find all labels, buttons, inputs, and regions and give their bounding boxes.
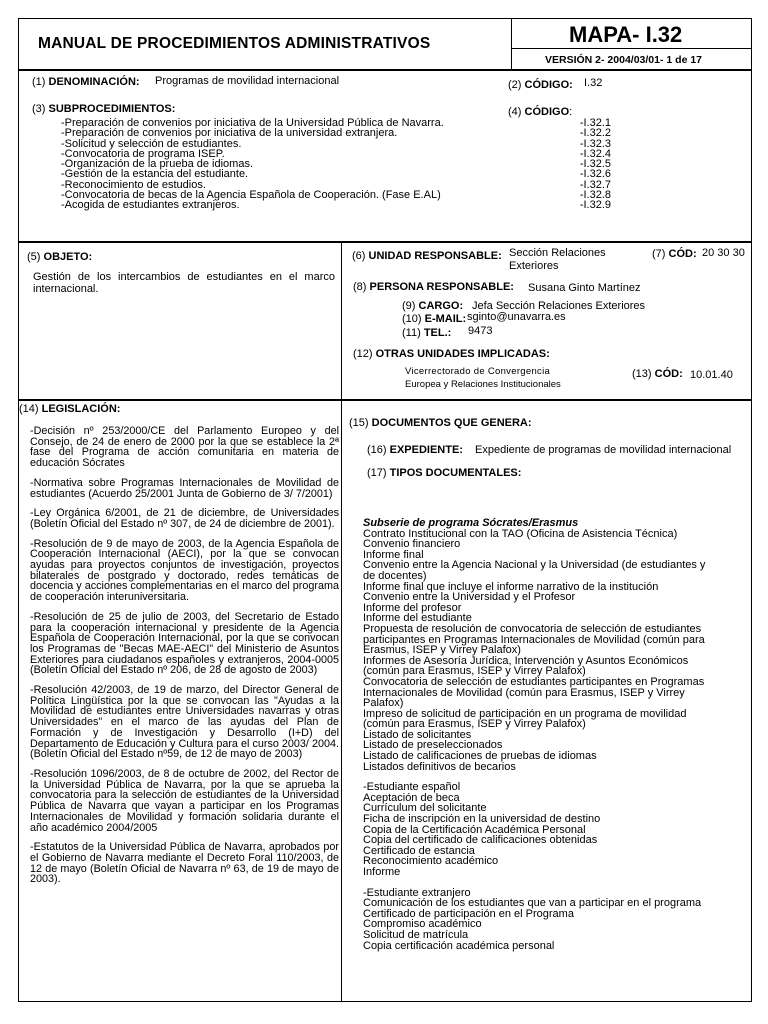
list-item: -Resolución de 9 de mayo de 2003, de la Agencia Española de Cooperación Internacional (AECI), por la que se convocan ayudas para proyectos conjuntos de investigación, proyectos bilaterales de postgrado y doctorado, redes temáticas de docencia y acciones complementarias en el marco del programa de cooperación interuniversitaria. xyxy=(30,537,339,604)
expediente-num: (16) xyxy=(367,444,387,456)
list-item: Palafox) xyxy=(363,697,404,710)
list-item: -Acogida de estudiantes extranjeros. xyxy=(61,199,240,212)
denominacion-num: (1) xyxy=(32,76,46,88)
tel-value: 9473 xyxy=(468,325,493,337)
list-item: -Normativa sobre Programas Internacionales de Movilidad de estudiantes (Acuerdo 25/2001 Junta de Gobierno de 3/ 7/2001) xyxy=(30,476,339,500)
codigo4-list xyxy=(571,118,611,211)
subprocedimientos-label: SUBPROCEDIMIENTOS: xyxy=(48,103,176,115)
objeto-label: OBJETO: xyxy=(43,251,93,263)
list-item: Internacionales de Movilidad (común para Erasmus, ISEP y Virrey xyxy=(363,686,685,699)
list-item: -Estatutos de la Universidad Pública de Navarra, aprobados por el Gobierno de Navarra mediante el Decreto Foral 110/2003, de 12 de mayo (Boletín Oficial de Navarra nº 63, de 19 de mayo de 2003). xyxy=(30,841,339,886)
persona-value: Susana Ginto Martínez xyxy=(528,282,641,294)
codigo4-label: CÓDIGO xyxy=(524,106,570,118)
list-item: -I.32.3 xyxy=(579,137,611,150)
legislacion-heading xyxy=(19,403,120,415)
list-item: Convenio entre la Agencia Nacional y la Universidad (de estudiantes y xyxy=(363,559,706,572)
list-item: Informes de Asesoría Jurídica, Intervención y Asuntos Económicos xyxy=(363,654,689,667)
denominacion-value: Programas de movilidad internacional xyxy=(155,75,340,87)
list-item: Listado de preseleccionados xyxy=(363,739,503,752)
legislacion-label: LEGISLACIÓN: xyxy=(41,403,121,415)
documentos-num: (15) xyxy=(349,417,369,429)
otras-label: OTRAS UNIDADES IMPLICADAS: xyxy=(375,348,550,360)
list-item: Informe final que incluye el informe narrativo de la institución xyxy=(363,580,659,593)
list-item: de docentes) xyxy=(363,569,427,582)
list-item: Informe del profesor xyxy=(363,601,462,614)
list-item: Convenio financiero xyxy=(363,538,461,551)
otras-heading xyxy=(353,348,550,360)
list-item: -I.32.2 xyxy=(579,127,611,140)
list-item: -I.32.1 xyxy=(579,117,611,129)
unidad-row xyxy=(352,250,502,262)
list-item: Listados definitivos de becarios xyxy=(363,760,516,773)
subserie-title: Subserie de programa Sócrates/Erasmus xyxy=(363,517,579,529)
codigo2-num: (2) xyxy=(508,79,522,91)
unidad-value-line2: Exteriores xyxy=(509,260,559,272)
list-item: Comunicación de los estudiantes que van a participar en el programa xyxy=(363,897,702,910)
list-item: -I.32.4 xyxy=(579,147,611,160)
cod13-label: CÓD: xyxy=(654,368,683,380)
list-item: Listado de solicitantes xyxy=(363,728,472,741)
subprocedimientos-heading xyxy=(32,103,175,115)
cargo-label: CARGO: xyxy=(418,300,464,312)
list-item: Listado de calificaciones de pruebas de idiomas xyxy=(363,750,597,763)
list-item: -I.32.7 xyxy=(579,178,611,191)
list-item: Propuesta de resolución de convocatoria de selección de estudiantes xyxy=(363,622,702,635)
tel-num: (11) xyxy=(402,327,421,339)
version-info: VERSIÓN 2- 2004/03/01- 1 de 17 xyxy=(545,54,703,66)
cod7-num: (7) xyxy=(652,248,666,260)
list-item: -Resolución 42/2003, de 19 de marzo, del Director General de Política Lingüística por la que se convocan las "Ayudas a la Movilidad de estudiantes entre Universidades navarras y otras Universidades" en el marco de las ayudas del Plan de Formación y de Investigación y Desarrollo (I+D) del Departamento de Educación y Cultura para el curso 2003/ 2004. (Boletín Oficial del Estado nº59, de 12 de mayo de 2003) xyxy=(30,684,339,761)
legislacion-list xyxy=(30,426,339,894)
email-value: sginto@unavarra.es xyxy=(467,311,566,323)
tipos-documentales-list xyxy=(363,518,705,951)
list-item: Ficha de inscripción en la universidad de destino xyxy=(363,813,601,826)
list-item: (común para Erasmus, ISEP y Virrey Palafox) xyxy=(363,718,586,731)
tel-label: TEL.: xyxy=(423,327,452,339)
objeto-value: Gestión de los intercambios de estudiantes en el marco internacional. xyxy=(33,271,335,295)
cod13-num: (13) xyxy=(632,368,652,380)
denominacion-label: DENOMINACIÓN: xyxy=(48,76,140,88)
list-item: -Estudiante español xyxy=(363,781,461,794)
cod13-value: 10.01.40 xyxy=(690,369,733,381)
list-item: -Preparación de convenios por iniciativa de la universidad extranjera. xyxy=(61,127,398,140)
codigo2-row xyxy=(508,79,573,91)
list-item: -I.32.8 xyxy=(579,189,611,202)
list-item: -I.32.6 xyxy=(579,168,611,181)
list-item: Certificado de estancia xyxy=(363,844,475,857)
list-item: -Resolución de 25 de julio de 2003, del Secretario de Estado para la cooperación internacional y presidente de la Agencia Española de Cooperación Internacional, por la que se convocan los Programas de "Becas MAE-AECI" del Ministerio de Asuntos Exteriores para ciudadanos españoles y extranjeros, 2004-0005 (Boletín Oficial del Estado nº 206, de 28 de agosto de 2003) xyxy=(30,610,339,677)
list-item: Currículum del solicitante xyxy=(363,802,487,815)
list-item: Copia del certificado de calificaciones obtenidas xyxy=(363,834,598,847)
list-item: Impreso de solicitud de participación en un programa de movilidad xyxy=(363,707,687,720)
cod7-label: CÓD: xyxy=(668,248,697,260)
email-row xyxy=(402,313,466,325)
list-item: -Resolución 1096/2003, de 8 de octubre de 2002, del Rector de la Universidad Pública de Navarra, por la que se aprueba la convocatoria para la selección de estudiantes de la Universidad Pública de Navarra que vayan a participar en los Programas Internacionales de Movilidad y formación solidaria durante el año académico 2004/2005 xyxy=(30,767,339,834)
cod7-value: 20 30 30 xyxy=(702,247,745,259)
list-item: Certificado de participación en el Programa xyxy=(363,907,574,920)
cod7-row xyxy=(652,248,697,260)
list-item: -Organización de la prueba de idiomas. xyxy=(61,158,254,171)
list-item: -Convocatoria de programa ISEP. xyxy=(61,147,225,160)
list-item: -I.32.5 xyxy=(579,158,611,171)
persona-label: PERSONA RESPONSABLE: xyxy=(369,281,514,293)
cod13-row xyxy=(632,368,683,380)
expediente-value: Expediente de programas de movilidad internacional xyxy=(475,444,732,456)
section-objeto xyxy=(18,242,342,400)
list-item: Erasmus, ISEP y Virrey Palafox) xyxy=(363,644,521,657)
subprocedimientos-list xyxy=(61,118,444,211)
expediente-row xyxy=(367,444,463,456)
unidad-value xyxy=(509,247,606,273)
legislacion-num: (14) xyxy=(19,403,39,415)
list-item: Aceptación de beca xyxy=(363,791,460,804)
denominacion-row xyxy=(32,76,140,88)
otras-num: (12) xyxy=(353,348,373,360)
documentos-heading xyxy=(349,417,532,429)
list-item: Convenio entre la Universidad y el Profesor xyxy=(363,591,576,604)
expediente-label: EXPEDIENTE: xyxy=(389,444,463,456)
list-item: -Estudiante extranjero xyxy=(363,886,471,899)
list-item: -I.32.9 xyxy=(579,199,611,212)
documentos-label: DOCUMENTOS QUE GENERA: xyxy=(371,417,532,429)
list-item: Convocatoria de selección de estudiantes participantes en Programas xyxy=(363,675,705,688)
email-num: (10) xyxy=(402,313,422,325)
list-item: participantes en Programas Internacionales de Movilidad (común para xyxy=(363,633,705,646)
list-item: Copia certificación académica personal xyxy=(363,939,555,952)
list-item: Reconocimiento académico xyxy=(363,855,499,868)
page-title: MANUAL DE PROCEDIMIENTOS ADMINISTRATIVOS xyxy=(38,35,431,52)
persona-num: (8) xyxy=(353,281,367,293)
list-item: (común para Erasmus, ISEP y Virrey Palafox) xyxy=(363,665,586,678)
list-item: Informe final xyxy=(363,548,424,561)
list-item: -Solicitud y selección de estudiantes. xyxy=(61,137,242,150)
list-item: Informe xyxy=(363,866,401,878)
list-item: -Ley Orgánica 6/2001, de 21 de diciembre, de Universidades (Boletín Oficial del Estado nº 307, de 24 de diciembre de 2001). xyxy=(30,507,339,530)
unidad-num: (6) xyxy=(352,250,366,262)
header-code-divider xyxy=(511,48,752,49)
cargo-num: (9) xyxy=(402,300,416,312)
unidad-value-line1: Sección Relaciones xyxy=(509,247,606,259)
codigo2-value: I.32 xyxy=(584,77,603,89)
list-item: -Decisión nº 253/2000/CE del Parlamento Europeo y del Consejo, de 24 de enero de 2000 por la que se establece la 2ª fase del Programa de acción comunitaria en materia de educación Sócrates xyxy=(30,425,339,470)
list-item: Compromiso académico xyxy=(363,918,482,931)
objeto-num: (5) xyxy=(27,251,41,263)
codigo4-heading: (4) CÓDIGO: xyxy=(508,106,573,118)
objeto-heading xyxy=(27,251,92,263)
list-item: Contrato Institucional con la TAO (Oficina de Asistencia Técnica) xyxy=(363,527,678,540)
list-item: -Convocatoria de becas de la Agencia Española de Cooperación. (Fase E.AL) xyxy=(61,189,441,202)
list-item: -Reconocimiento de estudios. xyxy=(61,178,206,191)
codigo2-label: CÓDIGO: xyxy=(524,79,573,91)
tipos-heading xyxy=(367,467,521,479)
otras-value-line1: Vicerrectorado de Convergencia xyxy=(405,366,551,377)
email-label: E-MAIL: xyxy=(424,313,467,325)
unidad-label: UNIDAD RESPONSABLE: xyxy=(368,250,502,262)
cargo-row xyxy=(402,300,463,312)
otras-value xyxy=(405,366,561,390)
list-item: Solicitud de matrícula xyxy=(363,928,469,941)
persona-row xyxy=(353,281,514,293)
list-item: Informe del estudiante xyxy=(363,612,472,625)
subprocedimientos-num: (3) xyxy=(32,103,46,115)
list-item: Copia de la Certificación Académica Personal xyxy=(363,823,586,836)
list-item: -Gestión de la estancia del estudiante. xyxy=(61,168,249,181)
codigo4-num: (4) xyxy=(508,106,522,118)
otras-value-line2: Europea y Relaciones Institucionales xyxy=(405,379,561,390)
tel-row xyxy=(402,327,451,339)
list-item: -Preparación de convenios por iniciativa de la Universidad Pública de Navarra. xyxy=(61,117,444,129)
tipos-num: (17) xyxy=(367,467,387,479)
map-code: MAPA- I.32 xyxy=(569,22,683,47)
cargo-value: Jefa Sección Relaciones Exteriores xyxy=(472,300,646,312)
tipos-label: TIPOS DOCUMENTALES: xyxy=(389,467,522,479)
